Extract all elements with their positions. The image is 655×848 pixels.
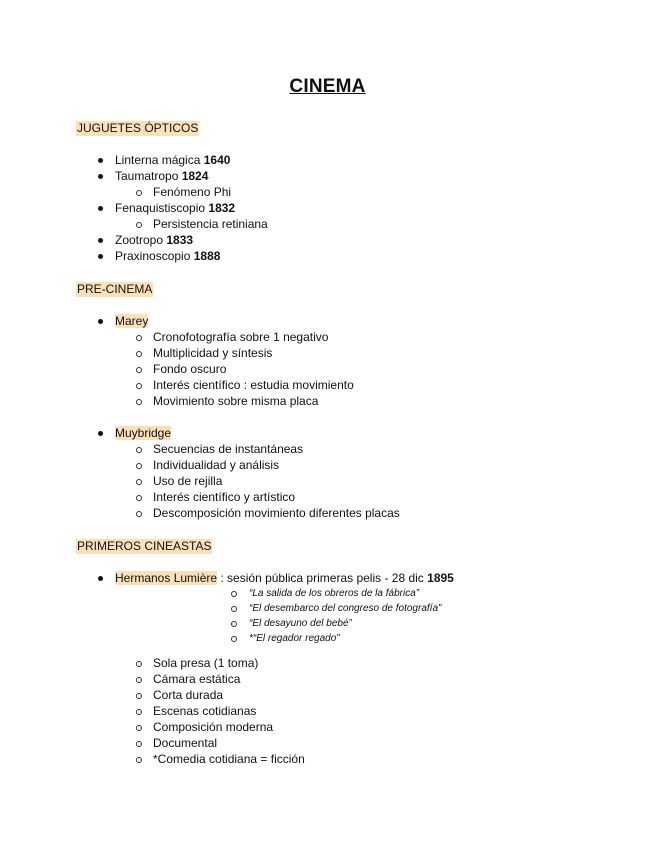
list-item: Persistencia retiniana: [153, 217, 268, 231]
bullet-dot: [98, 254, 103, 259]
section-heading-cineastas: PRIMEROS CINEASTAS: [77, 539, 212, 553]
list-item: Escenas cotidianas: [153, 704, 257, 718]
bullet-circle: [136, 367, 142, 373]
bullet-circle: [231, 591, 237, 597]
list-item: Descomposición movimiento diferentes placas: [153, 506, 400, 520]
bullet-circle: [136, 725, 142, 731]
film-title: “La salida de los obreros de la fábrica”: [249, 588, 420, 599]
bullet-circle: [136, 757, 142, 763]
film-title: *“El regador regado”: [249, 633, 340, 644]
list-item: *Comedia cotidiana = ficción: [153, 752, 305, 766]
bullet-circle: [136, 383, 142, 389]
bullet-circle: [136, 741, 142, 747]
bullet-circle: [136, 661, 142, 667]
bullet-circle: [136, 709, 142, 715]
list-item: Hermanos Lumière : sesión pública primeras pelis - 28 dic 1895: [115, 571, 454, 585]
bullet-circle: [136, 222, 142, 228]
list-item: Fenómeno Phi: [153, 185, 232, 199]
list-item: Documental: [153, 736, 218, 750]
bullet-circle: [136, 677, 142, 683]
page-title: CINEMA: [289, 76, 366, 97]
list-item: Fondo oscuro: [153, 362, 227, 376]
list-item: Taumatropo 1824: [115, 169, 209, 183]
list-item: Interés científico y artístico: [153, 490, 296, 504]
list-item: Secuencias de instantáneas: [153, 442, 304, 456]
bullet-dot: [98, 238, 103, 243]
list-item: Composición moderna: [153, 720, 274, 734]
list-item: Uso de rejilla: [153, 474, 223, 488]
list-item: Marey: [115, 314, 149, 328]
bullet-circle: [136, 479, 142, 485]
film-title: “El desayuno del bebé”: [249, 618, 352, 629]
bullet-dot: [98, 319, 103, 324]
list-item: Multiplicidad y síntesis: [153, 346, 273, 360]
bullet-circle: [136, 399, 142, 405]
bullet-circle: [136, 190, 142, 196]
bullet-dot: [98, 576, 103, 581]
list-item: Linterna mágica 1640: [115, 153, 231, 167]
list-item: Sola presa (1 toma): [153, 656, 259, 670]
film-title: “El desembarco del congreso de fotografía”: [249, 603, 442, 614]
list-item: Praxinoscopio 1888: [115, 249, 221, 263]
bullet-circle: [136, 511, 142, 517]
section-heading-juguetes: JUGUETES ÓPTICOS: [77, 121, 199, 135]
bullet-circle: [231, 636, 237, 642]
list-item: Cronofotografía sobre 1 negativo: [153, 330, 329, 344]
bullet-dot: [98, 158, 103, 163]
bullet-circle: [136, 463, 142, 469]
bullet-circle: [231, 606, 237, 612]
list-item: Interés científico : estudia movimiento: [153, 378, 354, 392]
list-item: Muybridge: [115, 426, 172, 440]
bullet-dot: [98, 174, 103, 179]
list-item: Cámara estática: [153, 672, 241, 686]
section-heading-precinema: PRE-CINEMA: [77, 282, 153, 296]
bullet-circle: [136, 693, 142, 699]
list-item: Corta durada: [153, 688, 224, 702]
bullet-circle: [136, 495, 142, 501]
list-item: Zootropo 1833: [115, 233, 194, 247]
bullet-circle: [136, 351, 142, 357]
bullet-dot: [98, 431, 103, 436]
list-item: Fenaquistiscopio 1832: [115, 201, 236, 215]
bullet-circle: [136, 335, 142, 341]
list-item: Individualidad y análisis: [153, 458, 280, 472]
list-item: Movimiento sobre misma placa: [153, 394, 319, 408]
bullet-dot: [98, 206, 103, 211]
bullet-circle: [136, 447, 142, 453]
bullet-circle: [231, 621, 237, 627]
